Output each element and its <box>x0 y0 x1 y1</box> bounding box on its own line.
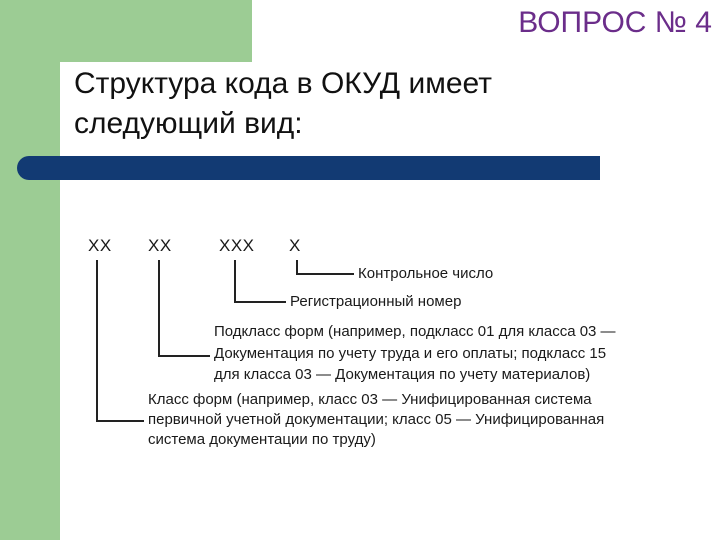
code-group-class: XX <box>88 236 112 255</box>
connector-registration-h <box>234 301 286 303</box>
code-group-registration: XXX <box>219 236 255 255</box>
connector-control-h <box>296 273 354 275</box>
label-class-line-1: Класс форм (например, класс 03 — Унифицированная система <box>148 391 592 408</box>
label-class-line-3: система документации по труду) <box>148 431 376 448</box>
label-subclass-line-2: Документация по учету труда и его оплаты; подкласс 15 <box>214 345 607 362</box>
label-registration-number: Регистрационный номер <box>290 293 462 310</box>
slide-number: ВОПРОС № 4 <box>518 6 712 39</box>
connector-control-v <box>296 260 298 274</box>
title-line-1: Структура кода в ОКУД имеет <box>74 67 492 100</box>
connector-subclass-h <box>158 355 210 357</box>
code-group-subclass: XX <box>148 236 172 255</box>
connector-registration-v <box>234 260 236 302</box>
connector-class-v <box>96 260 98 421</box>
connector-class-h <box>96 420 144 422</box>
label-class-line-2: первичной учетной документации; класс 05 — Унифицированная <box>148 411 605 428</box>
title-line-2: следующий вид: <box>74 107 303 140</box>
label-subclass-line-3: для класса 03 — Документация по учету материалов) <box>214 366 591 383</box>
code-group-control: X <box>289 236 301 255</box>
label-subclass-line-1: Подкласс форм (например, подкласс 01 для класса 03 — <box>214 323 616 340</box>
connector-subclass-v <box>158 260 160 356</box>
label-control-number: Контрольное число <box>358 265 494 282</box>
